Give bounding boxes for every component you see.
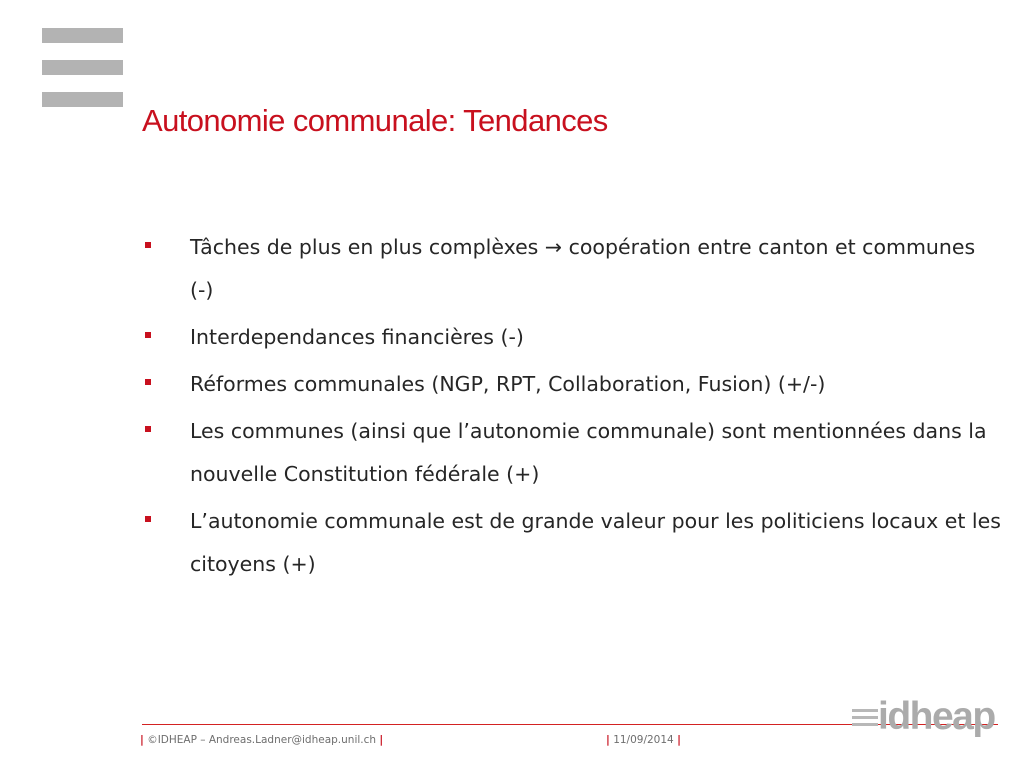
bullet-item-interdependances (144, 316, 1004, 359)
footer-separator: | (677, 734, 681, 746)
footer-copyright (140, 734, 383, 746)
footer-date (606, 734, 681, 746)
bullet-item-autonomie (144, 500, 1004, 586)
copyright-text: ©IDHEAP – Andreas.Ladner@idheap.unil.ch (147, 734, 377, 746)
square-bullet-icon (145, 516, 151, 522)
menu-bar-middle (42, 60, 123, 75)
square-bullet-icon (145, 379, 151, 385)
bullet-text: Les communes (ainsi que l’autonomie communale) sont mentionnées dans la nouvelle Constitution fédérale (+) (190, 419, 987, 486)
bullet-list (144, 226, 1004, 590)
square-bullet-icon (145, 242, 151, 248)
footer-separator: | (379, 734, 384, 746)
square-bullet-icon (145, 426, 151, 432)
right-arrow-icon: → (544, 235, 563, 259)
menu-bar-bottom (42, 92, 123, 107)
bullet-item-reformes (144, 363, 1004, 406)
slide-title: Autonomie communale: Tendances (142, 103, 608, 138)
footer-separator: | (140, 734, 144, 746)
date-text: 11/09/2014 (613, 734, 674, 746)
square-bullet-icon (145, 332, 151, 338)
bullet-item-communes (144, 410, 1004, 496)
bullet-item-taches (144, 226, 1004, 312)
logo-lines-icon (852, 709, 878, 730)
menu-bar-top (42, 28, 123, 43)
bullet-text-before-arrow: Tâches de plus en plus complèxes (190, 235, 545, 259)
bullet-text: L’autonomie communale est de grande valeur pour les politiciens locaux et les citoyens (+) (190, 509, 1001, 576)
bullet-text: Interdependances financières (-) (190, 325, 524, 349)
bullet-text: Réformes communales (NGP, RPT, Collaboration, Fusion) (+/-) (190, 372, 826, 396)
idheap-logo (852, 695, 995, 748)
bullet-text-after-arrow: coopération entre canton et communes (-) (190, 235, 976, 302)
logo-text: idheap (878, 695, 995, 738)
footer-separator: | (606, 734, 610, 746)
